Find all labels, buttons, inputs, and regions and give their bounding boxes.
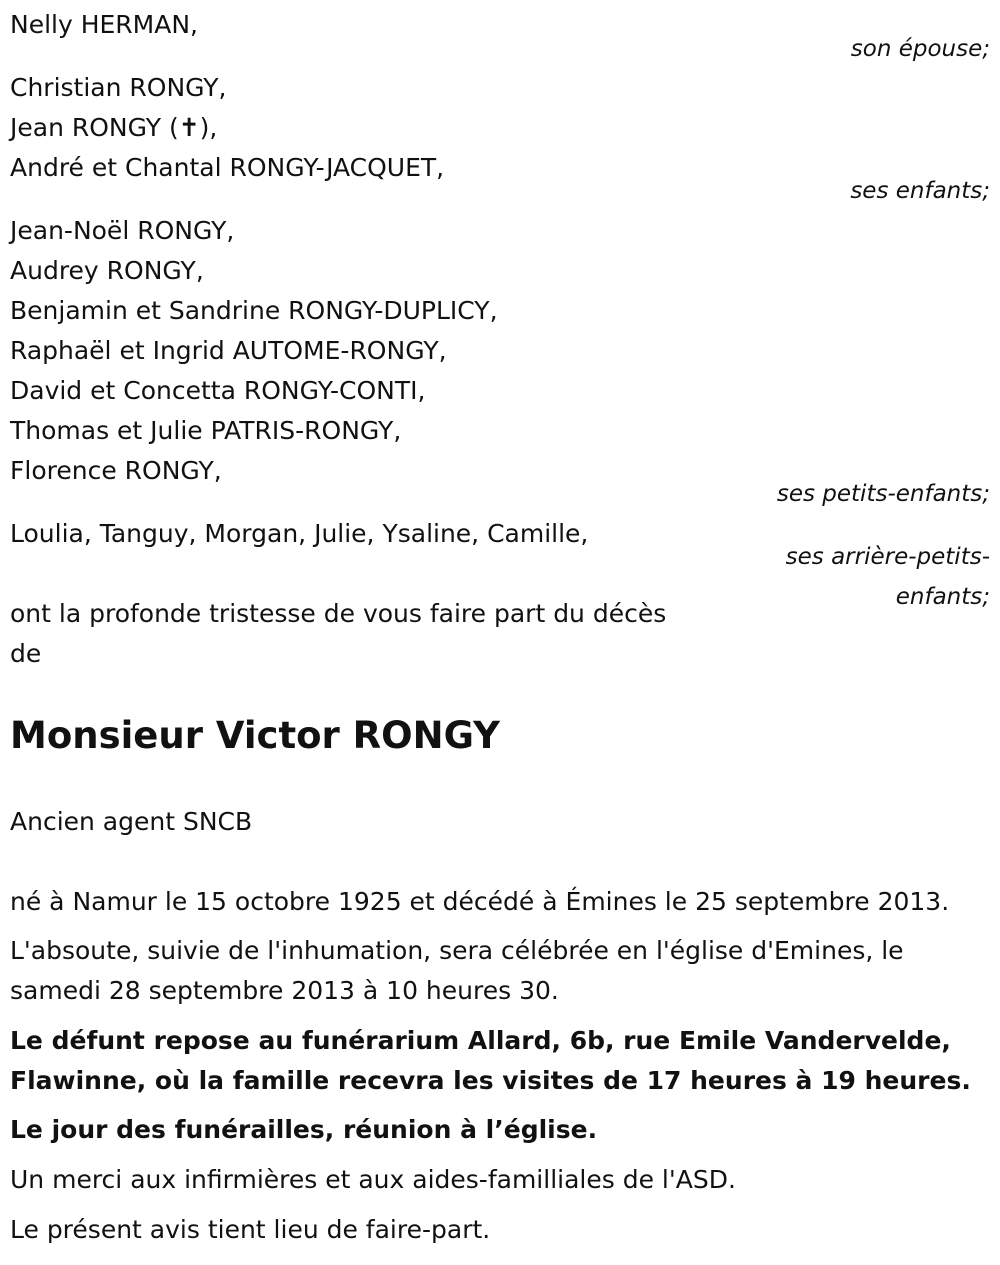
spouse-role: son épouse; (850, 36, 990, 62)
grandchild-name: Audrey RONGY, (10, 256, 204, 285)
ceremony-info-cont: samedi 28 septembre 2013 à 10 heures 30. (10, 976, 559, 1005)
deceased-name: Monsieur Victor RONGY (10, 714, 500, 757)
grandchild-name: Raphaël et Ingrid AUTOME-RONGY, (10, 336, 447, 365)
birth-death-info: né à Namur le 15 octobre 1925 et décédé à Émines le 25 septembre 2013. (10, 887, 950, 916)
children-role: ses enfants; (850, 178, 990, 204)
visitation-info: Le défunt repose au funérarium Allard, 6b, rue Emile Vandervelde, (10, 1026, 951, 1055)
announcement-intro-cont: de (10, 639, 42, 668)
grandchild-name: Benjamin et Sandrine RONGY-DUPLICY, (10, 296, 498, 325)
grandchild-name: David et Concetta RONGY-CONTI, (10, 376, 426, 405)
spouse-name: Nelly HERMAN, (10, 10, 199, 39)
grandchild-name: Thomas et Julie PATRIS-RONGY, (10, 416, 402, 445)
announcement-intro: ont la profonde tristesse de vous faire part du décès (10, 599, 667, 628)
notice-note: Le présent avis tient lieu de faire-part. (10, 1215, 491, 1244)
thanks-note: Un merci aux infirmières et aux aides-familliales de l'ASD. (10, 1165, 736, 1194)
grandchild-name: Jean-Noël RONGY, (10, 216, 235, 245)
grandchild-name: Florence RONGY, (10, 456, 222, 485)
great-grandchildren-role-line2: enfants; (895, 584, 990, 610)
child-name: André et Chantal RONGY-JACQUET, (10, 153, 445, 182)
funeral-meeting: Le jour des funérailles, réunion à l’église. (10, 1115, 598, 1144)
child-name: Jean RONGY (✝), (10, 113, 218, 142)
grandchildren-role: ses petits-enfants; (776, 481, 990, 507)
great-grandchildren-role-line1: ses arrière-petits- (785, 544, 990, 570)
visitation-info-cont: Flawinne, où la famille recevra les visites de 17 heures à 19 heures. (10, 1066, 971, 1095)
child-name: Christian RONGY, (10, 73, 227, 102)
ceremony-info: L'absoute, suivie de l'inhumation, sera célébrée en l'église d'Emines, le (10, 936, 904, 965)
great-grandchildren-names: Loulia, Tanguy, Morgan, Julie, Ysaline, Camille, (10, 519, 589, 548)
deceased-occupation: Ancien agent SNCB (10, 807, 253, 836)
